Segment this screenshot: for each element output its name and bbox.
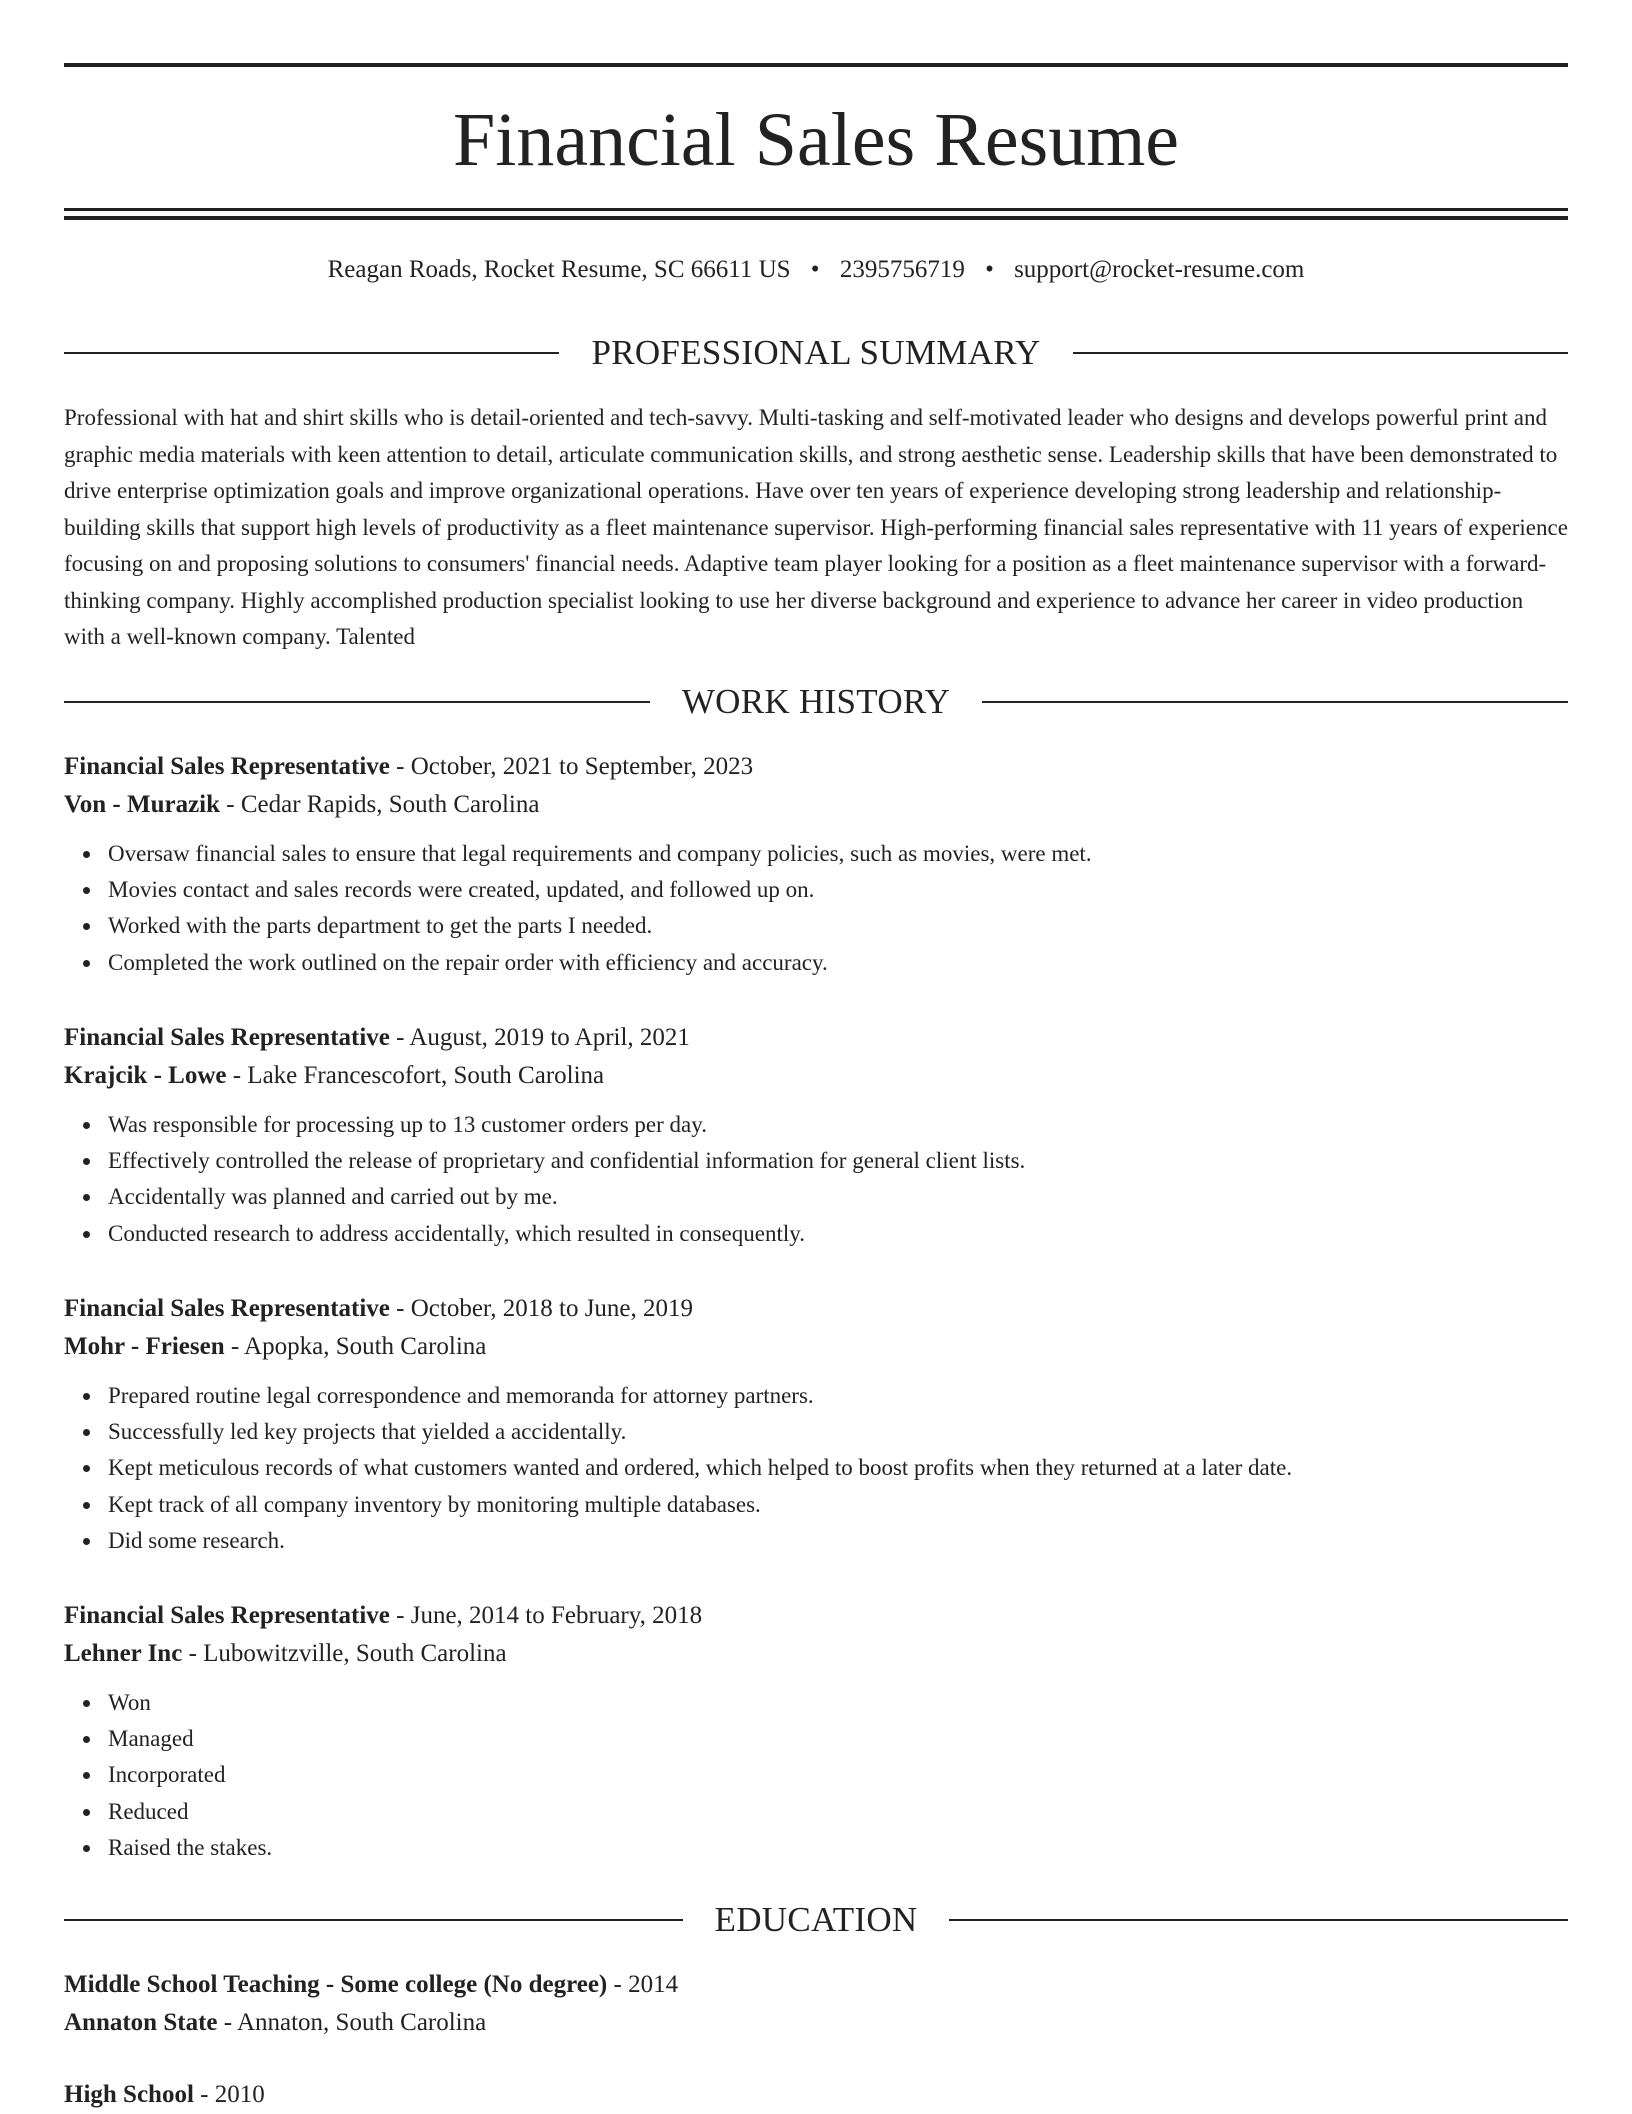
contact-line: [64, 252, 1568, 288]
list-item: Effectively controlled the release of proprietary and confidential information for general client lists.: [108, 1143, 1568, 1179]
list-item: Kept meticulous records of what customers wanted and ordered, which helped to boost profits when they returned at a later date.: [108, 1450, 1568, 1486]
title-rule-lower: [64, 216, 1568, 220]
list-item: Accidentally was planned and carried out by me.: [108, 1179, 1568, 1215]
education-degree-line: [64, 2076, 1568, 2114]
job-bullets: [64, 836, 1568, 981]
job-company-line: [64, 786, 1568, 824]
job-location: - Lubowitzville, South Carolina: [182, 1640, 507, 1667]
section-heading-summary: [64, 331, 1568, 375]
education-school: Annaton State: [64, 2009, 218, 2036]
job-entry: [64, 1019, 1568, 1252]
list-item: Worked with the parts department to get the parts I needed.: [108, 908, 1568, 944]
heading-rule: [982, 701, 1568, 703]
job-company-line: [64, 1057, 1568, 1095]
list-item: Successfully led key projects that yielded a accidentally.: [108, 1414, 1568, 1450]
education-degree: Middle School Teaching - Some college (No degree): [64, 1971, 608, 1998]
job-bullets: [64, 1107, 1568, 1252]
job-bullets: [64, 1685, 1568, 1866]
education-year: - 2014: [607, 1971, 679, 1998]
job-entry: [64, 1597, 1568, 1866]
education-location: - Annaton, South Carolina: [217, 2009, 487, 2036]
list-item: Completed the work outlined on the repair order with efficiency and accuracy.: [108, 945, 1568, 981]
job-title: Financial Sales Representative: [64, 1295, 390, 1322]
heading-rule: [1073, 352, 1568, 354]
job-dates: - October, 2018 to June, 2019: [389, 1295, 694, 1322]
list-item: Prepared routine legal correspondence and memoranda for attorney partners.: [108, 1378, 1568, 1414]
list-item: Reduced: [108, 1794, 1568, 1830]
section-heading-work-history: [64, 680, 1568, 724]
job-dates: - June, 2014 to February, 2018: [389, 1602, 703, 1629]
education-degree: High School: [64, 2081, 194, 2108]
section-title: EDUCATION: [714, 1900, 918, 1939]
job-title-line: [64, 1290, 1568, 1328]
section-title: PROFESSIONAL SUMMARY: [591, 333, 1041, 372]
section-heading-education: [64, 1898, 1568, 1942]
top-rule: [64, 63, 1568, 67]
job-company: Lehner Inc: [64, 1640, 183, 1667]
job-title: Financial Sales Representative: [64, 753, 390, 780]
job-company: Von - Murazik: [64, 791, 221, 818]
job-company: Mohr - Friesen: [64, 1333, 225, 1360]
list-item: Won: [108, 1685, 1568, 1721]
job-title: Financial Sales Representative: [64, 1602, 390, 1629]
education-year: - 2010: [193, 2081, 265, 2108]
summary-paragraph: Professional with hat and shirt skills who is detail-oriented and tech-savvy. Multi-tasking and self-motivated leader who designs and develops powerful print and graphic media materials with keen attention to detail, articulate communication skills, and strong aesthetic sense. Leadership skills that have been demonstrated to drive enterprise optimization goals and improve organizational operations. Have over ten years of experience developing strong leadership and relationship-building skills that support high levels of productivity as a fleet maintenance supervisor. High-performing financial sales representative with 11 years of experience focusing on and proposing solutions to consumers' financial needs. Adaptive team player looking for a position as a fleet maintenance supervisor with a forward-thinking company. Highly accomplished production specialist looking to use her diverse background and experience to advance her career in video production with a well-known company. Talented: [64, 405, 1568, 649]
list-item: Conducted research to address accidentally, which resulted in consequently.: [108, 1216, 1568, 1252]
job-location: - Lake Francescofort, South Carolina: [226, 1062, 605, 1089]
heading-rule: [64, 352, 559, 354]
heading-rule: [64, 701, 650, 703]
job-dates: - October, 2021 to September, 2023: [389, 753, 754, 780]
contact-phone: 2395756719: [839, 256, 965, 283]
job-title-line: [64, 748, 1568, 786]
job-company-line: [64, 1635, 1568, 1673]
list-item: Oversaw financial sales to ensure that legal requirements and company policies, such as movies, were met.: [108, 836, 1568, 872]
list-item: Movies contact and sales records were created, updated, and followed up on.: [108, 872, 1568, 908]
heading-rule: [64, 1919, 683, 1921]
education-entry: [64, 2076, 1568, 2114]
list-item: Did some research.: [108, 1523, 1568, 1559]
job-location: - Apopka, South Carolina: [224, 1333, 487, 1360]
job-company-line: [64, 1328, 1568, 1366]
contact-separator: •: [985, 256, 994, 283]
job-location: - Cedar Rapids, South Carolina: [220, 791, 540, 818]
job-title-line: [64, 1597, 1568, 1635]
heading-rule: [949, 1919, 1568, 1921]
list-item: Managed: [108, 1721, 1568, 1757]
job-entry: [64, 748, 1568, 981]
contact-email: support@rocket-resume.com: [1014, 256, 1305, 283]
list-item: Incorporated: [108, 1757, 1568, 1793]
list-item: Raised the stakes.: [108, 1830, 1568, 1866]
education-degree-line: [64, 1966, 1568, 2004]
job-entry: [64, 1290, 1568, 1559]
title-rule-upper: [64, 208, 1568, 211]
contact-separator: •: [810, 256, 820, 283]
contact-address: Reagan Roads, Rocket Resume, SC 66611 US: [327, 256, 791, 283]
job-title: Financial Sales Representative: [64, 1024, 390, 1051]
job-bullets: [64, 1378, 1568, 1559]
page-title: Financial Sales Resume: [452, 98, 1180, 182]
education-entry: [64, 1966, 1568, 2042]
job-title-line: [64, 1019, 1568, 1057]
job-dates: - August, 2019 to April, 2021: [389, 1024, 690, 1051]
job-company: Krajcik - Lowe: [64, 1062, 227, 1089]
list-item: Kept track of all company inventory by monitoring multiple databases.: [108, 1487, 1568, 1523]
section-title: WORK HISTORY: [681, 682, 951, 721]
education-school-line: [64, 2004, 1568, 2042]
list-item: Was responsible for processing up to 13 customer orders per day.: [108, 1107, 1568, 1143]
